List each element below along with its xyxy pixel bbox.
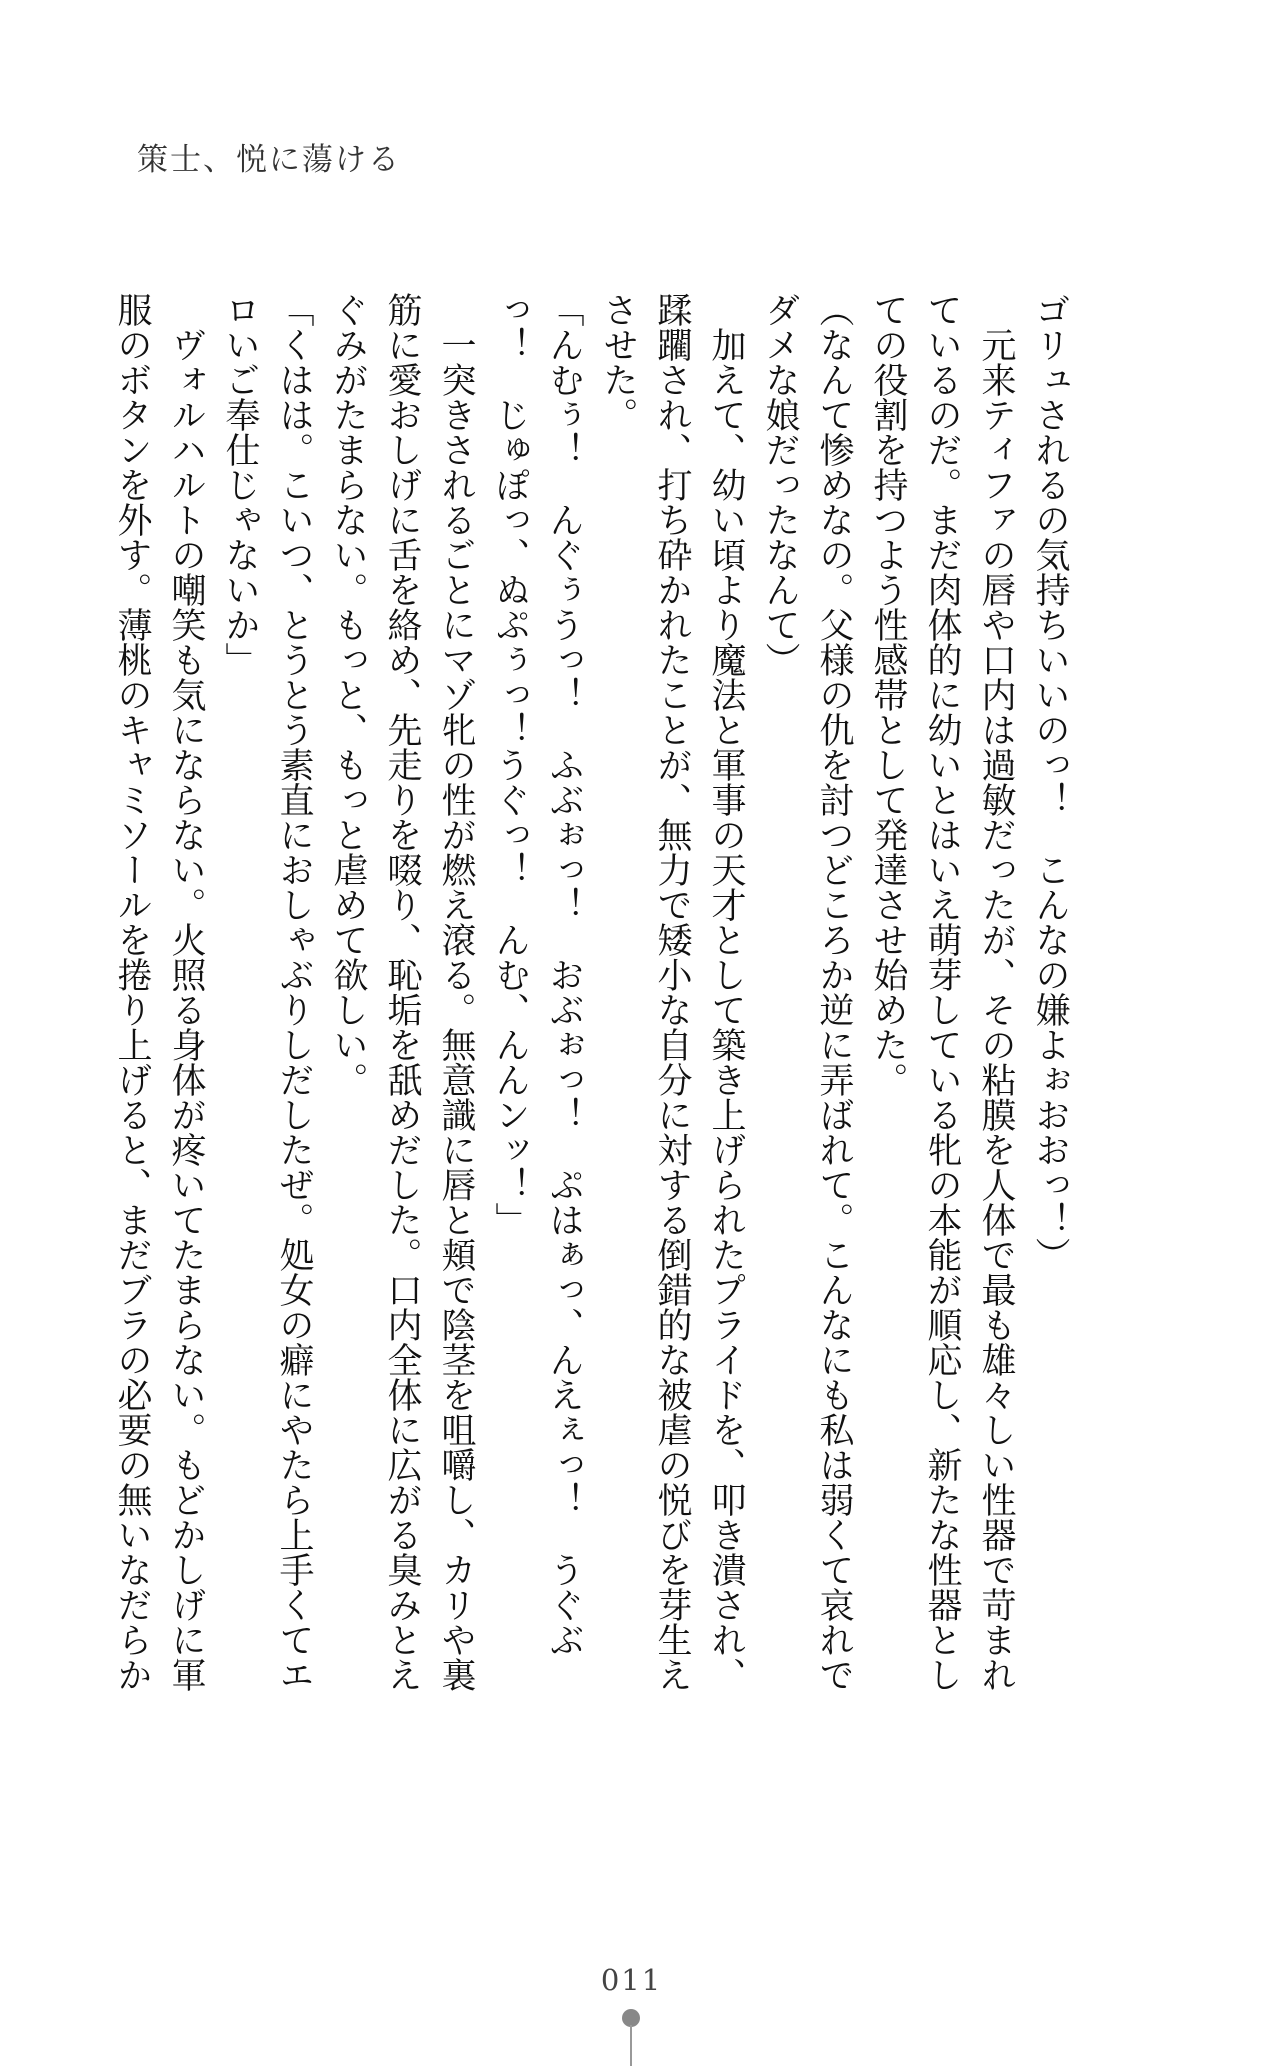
- text-line: ヴォルハルトの嘲笑も気にならない。火照る身体が疼いてたまらない。もどかしげに軍: [166, 292, 206, 1692]
- text-line: ゴリュされるの気持ちいいのっ！ こんなの嫌よぉおおっ！）: [1030, 292, 1070, 1272]
- text-line: 「くはは。こいつ、とうとう素直におしゃぶりしだしたぜ。処女の癖にやたら上手くてエ: [274, 292, 314, 1692]
- text-line: させた。: [598, 292, 638, 432]
- text-line: 服のボタンを外す。薄桃のキャミソールを捲り上げると、まだブラの必要の無いなだらか: [112, 292, 152, 1692]
- text-line: 蹂躙され、打ち砕かれたことが、無力で矮小な自分に対する倒錯的な被虐の悦びを芽生え: [652, 292, 692, 1692]
- body-text: [77, 292, 1077, 1692]
- text-line: ての役割を持つよう性感帯として発達させ始めた。: [868, 292, 908, 1097]
- text-line: ダメな娘だったなんて）: [760, 292, 800, 677]
- text-line: ロいご奉仕じゃないか」: [220, 292, 260, 677]
- page-number: 011: [600, 1963, 663, 1997]
- text-line: ぐみがたまらない。もっと、もっと虐めて欲しい。: [328, 292, 368, 1097]
- text-line: 元来ティファの唇や口内は過敏だったが、その粘膜を人体で最も雄々しい性器で苛まれ: [976, 292, 1016, 1692]
- text-line: 加えて、幼い頃より魔法と軍事の天才として築き上げられたプライドを、叩き潰され、: [706, 292, 746, 1692]
- text-line: っ！ じゅぽっ、ぬぷぅっ！うぐっ！ んむ、んんンッ！」: [490, 292, 530, 1237]
- chapter-title: 策士、悦に蕩ける: [137, 142, 401, 178]
- text-line: 筋に愛おしげに舌を絡め、先走りを啜り、恥垢を舐めだした。口内全体に広がる臭みとえ: [382, 292, 422, 1692]
- text-line: 一突きされるごとにマゾ牝の性が燃え滾る。無意識に唇と頬で陰茎を咀嚼し、カリや裏: [436, 292, 476, 1692]
- text-line: 「んむぅ！ んぐぅうっ！ ふぶぉっ！ おぶぉっ！ ぷはぁっ、んえぇっ！ うぐぶ: [544, 292, 584, 1657]
- text-line: （なんて惨めなの。父様の仇を討つどころか逆に弄ばれて。こんなにも私は弱くて哀れで: [814, 292, 854, 1692]
- page-marker-rule: [630, 2025, 632, 2066]
- text-line: ているのだ。まだ肉体的に幼いとはいえ萌芽している牝の本能が順応し、新たな性器とし: [922, 292, 962, 1692]
